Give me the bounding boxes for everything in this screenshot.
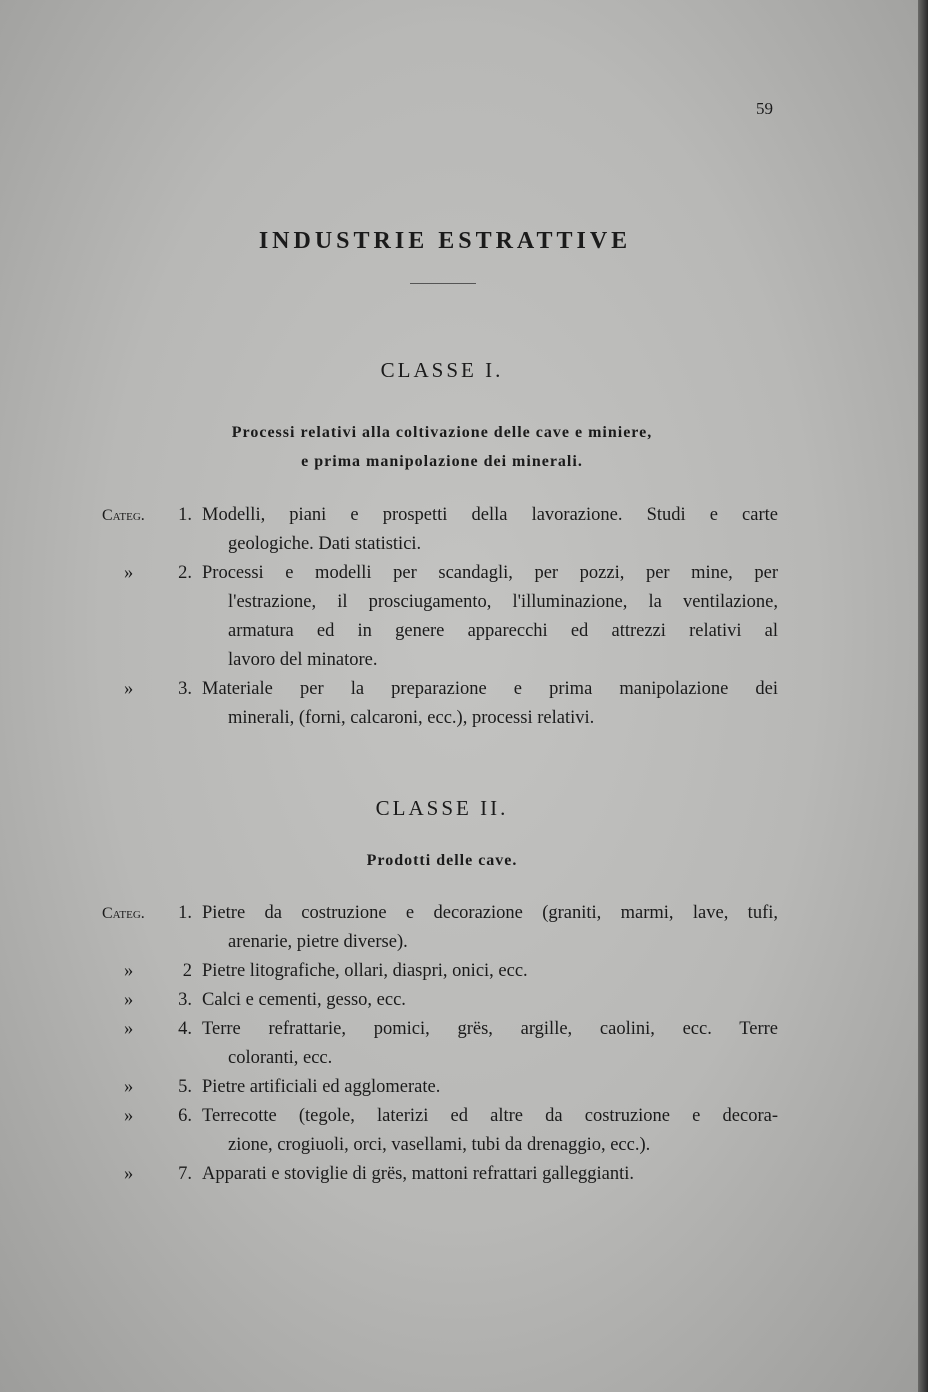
ditto-mark: » [124, 1019, 134, 1039]
page-number: 59 [756, 99, 773, 118]
category-line: Pietre artificiali ed agglomerate. [202, 1077, 441, 1097]
ditto-mark: » [124, 679, 134, 699]
category-line: arenarie, pietre diverse). [228, 932, 408, 952]
category-label: Categ. [102, 905, 145, 922]
category-text [202, 986, 778, 1015]
ditto-mark: » [124, 990, 134, 1010]
category-label: Categ. [102, 507, 145, 524]
class-1-subtitle [0, 418, 884, 476]
category-text [202, 1015, 778, 1073]
category-line: armatura ed in genere apparecchi ed attrezzi relativi al [228, 621, 778, 641]
category-number: 2 [182, 961, 192, 981]
ditto-mark: » [124, 1164, 134, 1184]
category-number: 2. [178, 563, 192, 583]
category-number: 3. [178, 679, 192, 699]
category-number: 1. [178, 903, 192, 923]
category-text [202, 957, 778, 986]
category-number: 4. [178, 1019, 192, 1039]
class-1-heading: CLASSE I. [380, 358, 504, 382]
category-line: geologiche. Dati statistici. [228, 534, 422, 554]
category-line: Calci e cementi, gesso, ecc. [202, 990, 406, 1010]
class-1-subtitle-line: e prima manipolazione dei minerali. [301, 453, 583, 470]
class-2-subtitle [0, 846, 884, 875]
category-line: Processi e modelli per scandagli, per pozzi, per mine, per [202, 563, 778, 583]
category-line: zione, crogiuoli, orci, vasellami, tubi da drenaggio, ecc.). [228, 1135, 651, 1155]
class-2-heading: CLASSE II. [375, 796, 509, 820]
category-line: Modelli, piani e prospetti della lavorazione. Studi e carte [202, 505, 778, 525]
class-1-subtitle-line: Processi relativi alla coltivazione delle cave e miniere, [231, 424, 653, 441]
category-line: Pietre litografiche, ollari, diaspri, onici, ecc. [202, 961, 528, 981]
category-line: Apparati e stoviglie di grës, mattoni refrattari galleggianti. [202, 1164, 635, 1184]
page-edge-shadow [918, 0, 928, 1392]
category-number: 7. [178, 1164, 192, 1184]
ditto-mark: » [124, 961, 134, 981]
ditto-mark: » [124, 1106, 134, 1126]
category-number: 1. [178, 505, 192, 525]
class-2-subtitle-line: Prodotti delle cave. [366, 852, 518, 869]
category-line: lavoro del minatore. [228, 650, 378, 670]
category-line: l'estrazione, il prosciugamento, l'illuminazione, la ventilazione, [228, 592, 778, 612]
category-text [202, 1102, 778, 1160]
category-text [202, 1073, 778, 1102]
category-line: Pietre da costruzione e decorazione (graniti, marmi, lave, tufi, [202, 903, 778, 923]
category-text [202, 899, 778, 957]
category-text [202, 1160, 778, 1189]
category-text [202, 559, 778, 675]
page-title: INDUSTRIE ESTRATTIVE [258, 228, 632, 254]
category-text [202, 501, 778, 559]
category-line: Terre refrattarie, pomici, grës, argille, caolini, ecc. Terre [202, 1019, 778, 1039]
category-line: Materiale per la preparazione e prima manipolazione dei [202, 679, 778, 699]
category-line: coloranti, ecc. [228, 1048, 333, 1068]
category-number: 3. [178, 990, 192, 1010]
title-divider [410, 283, 476, 284]
category-text [202, 675, 778, 733]
ditto-mark: » [124, 1077, 134, 1097]
category-line: Terrecotte (tegole, laterizi ed altre da costruzione e decora- [202, 1106, 778, 1126]
category-number: 5. [178, 1077, 192, 1097]
category-number: 6. [178, 1106, 192, 1126]
category-line: minerali, (forni, calcaroni, ecc.), processi relativi. [228, 708, 595, 728]
ditto-mark: » [124, 563, 134, 583]
